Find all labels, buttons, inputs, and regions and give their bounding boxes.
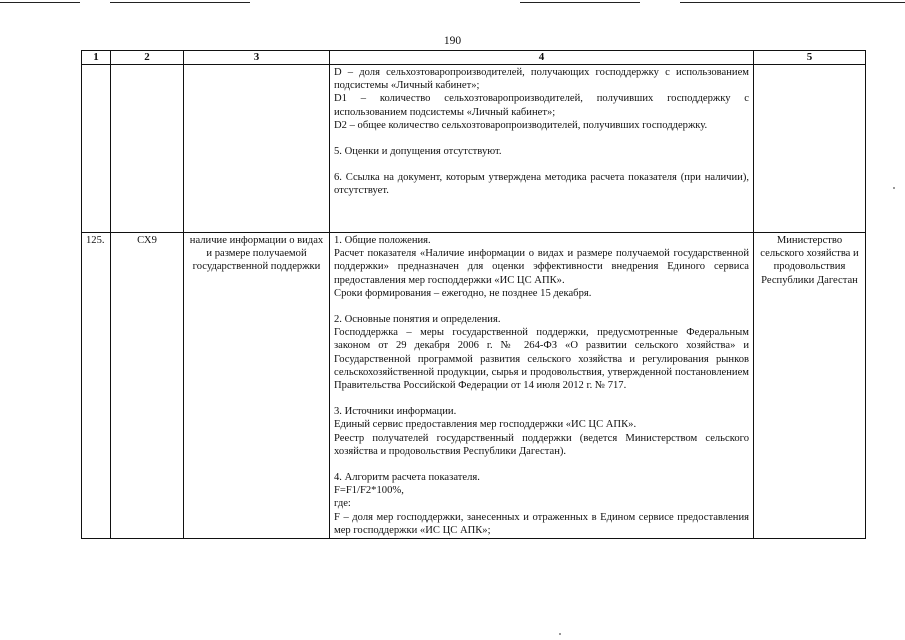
- row-ministry-cell: [754, 65, 866, 233]
- paragraph: 3. Источники информации.: [334, 406, 457, 418]
- paragraph: 2. Основные понятия и определения.: [334, 314, 501, 326]
- paragraph: Сроки формирования – ежегодно, не позднее 15 декабря.: [334, 287, 592, 299]
- paragraph: 1. Общие положения.: [334, 235, 431, 246]
- indicator-table: [81, 50, 866, 539]
- column-header: 3: [184, 51, 330, 65]
- paragraph: F=F1/F2*100%,: [334, 485, 404, 497]
- row-number-cell: [82, 65, 111, 233]
- paragraph: D2 – общее количество сельхозтоваропроизводителей, получивших господдержку.: [334, 119, 708, 131]
- scan-edge-line-far-right: [680, 2, 905, 3]
- paragraph: D – доля сельхозтоваропроизводителей, получающих господдержку с использованием подсистемы «Личный кабинет»;: [334, 67, 749, 92]
- methodology-cell: [330, 233, 754, 539]
- row-name-cell: [184, 65, 330, 233]
- row-code-cell: [111, 65, 184, 233]
- column-header: 4: [330, 51, 754, 65]
- column-header-row: [82, 51, 866, 65]
- row-ministry-cell: Министерство сельского хозяйства и продовольствия Республики Дагестан: [754, 233, 866, 539]
- page-number: 190: [443, 35, 462, 47]
- scan-edge-line-mid: [110, 2, 250, 3]
- scan-speck: [893, 187, 895, 189]
- paragraph: где:: [334, 498, 351, 510]
- column-header: 5: [754, 51, 866, 65]
- row-code-cell: СХ9: [111, 233, 184, 539]
- methodology-cell: [330, 65, 754, 233]
- paragraph: Реестр получателей государственный поддержки (ведется Министерством сельского хозяйства и продовольствия Республики Дагестан).: [334, 432, 749, 457]
- paragraph: Расчет показателя «Наличие информации о видах и размере получаемой государственной поддержки» предназначен для оценки эффективности внедрения Единого сервиса предоставления мер господдержки «ИС ЦС АПК».: [334, 248, 749, 286]
- column-header: 1: [82, 51, 111, 65]
- paragraph: D1 – количество сельхозтоваропроизводителей, получивших господдержку с использованием подсистемы «Личный кабинет»;: [334, 93, 749, 118]
- paragraph: Единый сервис предоставления мер господдержки «ИС ЦС АПК».: [334, 419, 637, 431]
- paragraph: 6. Ссылка на документ, которым утверждена методика расчета показателя (при наличии), отсутствует.: [334, 172, 749, 197]
- column-header: 2: [111, 51, 184, 65]
- scan-speck: [559, 633, 561, 635]
- paragraph: 4. Алгоритм расчета показателя.: [334, 472, 480, 484]
- scan-edge-line-left: [0, 2, 80, 3]
- table-row: [82, 233, 866, 539]
- paragraph: F – доля мер господдержки, занесенных и отраженных в Едином сервисе предоставления мер господдержки «ИС ЦС АПК»;: [334, 511, 749, 536]
- table-row: [82, 65, 866, 233]
- paragraph: Господдержка – меры государственной поддержки, предусмотренные Федеральным законом от 29 декабря 2006 г. № 264-ФЗ «О развитии сельского хозяйства» и Государственной программой развития сельского хозяйства и регулирования рынков сельскохозяйственной продукции, сырья и продовольствия, утвержденной постановлением Правительства Российской Федерации от 14 июля 2012 г. № 717.: [334, 327, 749, 392]
- scan-edge-line-right: [520, 2, 640, 3]
- paragraph: 5. Оценки и допущения отсутствуют.: [334, 146, 502, 158]
- row-name-cell: наличие информации о видах и размере получаемой государственной поддержки: [184, 233, 330, 539]
- row-number-cell: 125.: [82, 233, 111, 539]
